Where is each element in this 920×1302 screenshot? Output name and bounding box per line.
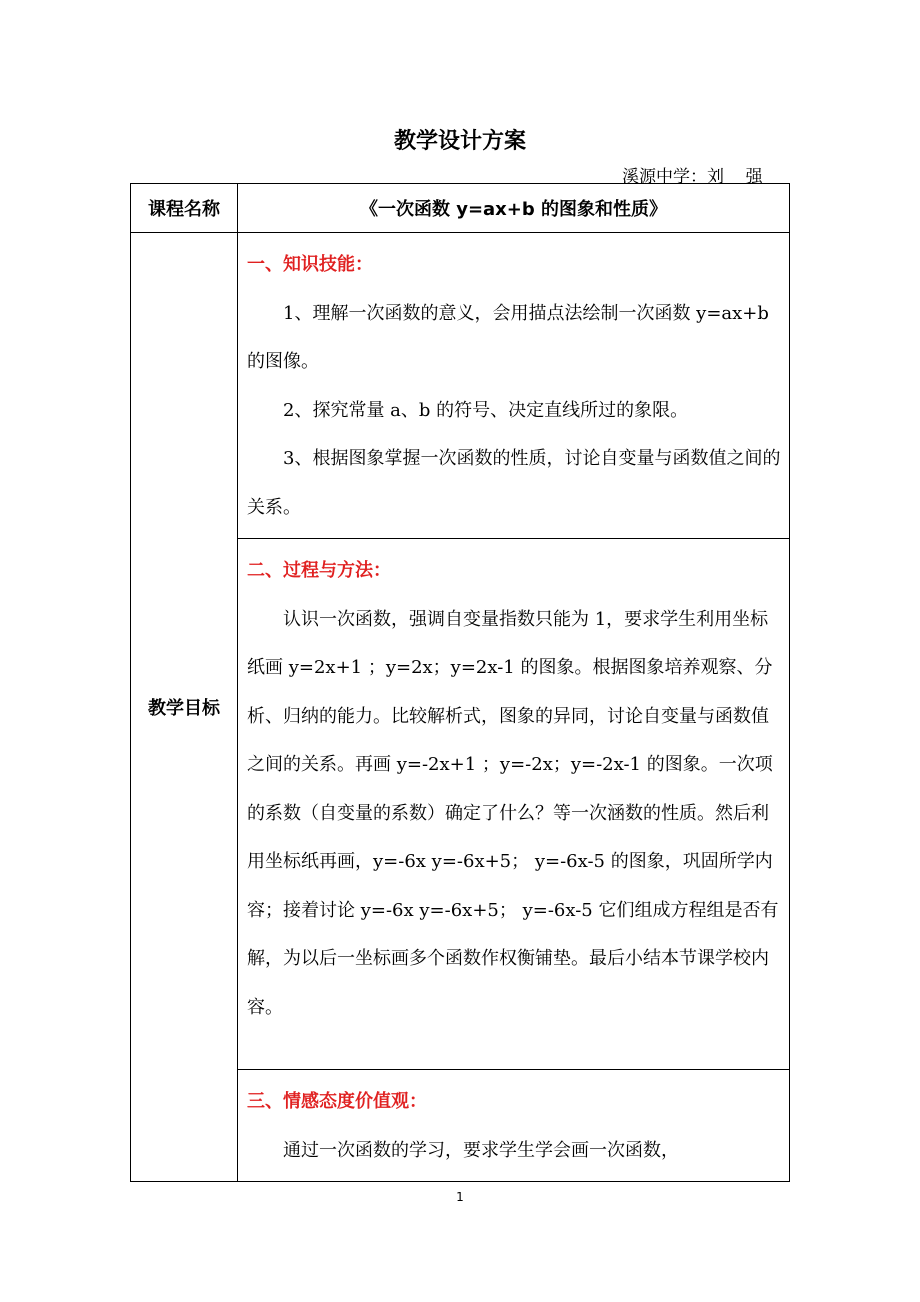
section-process bbox=[238, 539, 790, 1070]
document-title: 教学设计方案 bbox=[393, 129, 526, 154]
paragraph: 1、理解一次函数的意义，会用描点法绘制一次函数 y=ax+b 的图像。 bbox=[247, 302, 769, 372]
section-values bbox=[238, 1070, 790, 1182]
goal-label: 教学目标 bbox=[131, 233, 238, 1182]
paragraph: 2、探究常量 a、b 的符号、决定直线所过的象限。 bbox=[283, 399, 689, 421]
section-heading: 三、情感态度价值观： bbox=[247, 1091, 427, 1112]
course-name: 《一次函数 y=ax+b 的图象和性质》 bbox=[238, 184, 790, 233]
section-heading: 二、过程与方法： bbox=[247, 560, 391, 581]
page-number: 1 bbox=[456, 1190, 464, 1204]
paragraph: 3、根据图象掌握一次函数的性质，讨论自变量与函数值之间的关系。 bbox=[247, 448, 781, 518]
course-row bbox=[131, 184, 790, 233]
section-knowledge bbox=[238, 233, 790, 539]
author-line: 溪源中学：刘 强 bbox=[622, 167, 763, 187]
goal-row-1 bbox=[131, 233, 790, 539]
paragraph: 通过一次函数的学习，要求学生学会画一次函数， bbox=[283, 1139, 679, 1161]
course-label: 课程名称 bbox=[131, 184, 238, 233]
section-heading: 一、知识技能： bbox=[247, 254, 373, 275]
lesson-plan-table bbox=[130, 183, 790, 1182]
paragraph: 认识一次函数，强调自变量指数只能为 1，要求学生利用坐标纸画 y=2x+1 ；y=2x；y=2x-1 的图象。根据图象培养观察、分析、归纳的能力。比较解析式，图象的异同，讨论自变量与函数值之间的关系。再画 y=-2x+1 ；y=-2x；y=-2x-1 的图象。一次项的系数（自变量的系数）确定了什么？等一次涵数的性质。然后利用坐标纸再画，y=-6x y=-6x+5； y=-6x-5 的图象，巩固所学内容；接着讨论 y=-6x y=-6x+5； y=-6x-5 它们组成方程组是否有解，为以后一坐标画多个函数作权衡铺垫。最后小结本节课学校内容。 bbox=[247, 608, 779, 1018]
